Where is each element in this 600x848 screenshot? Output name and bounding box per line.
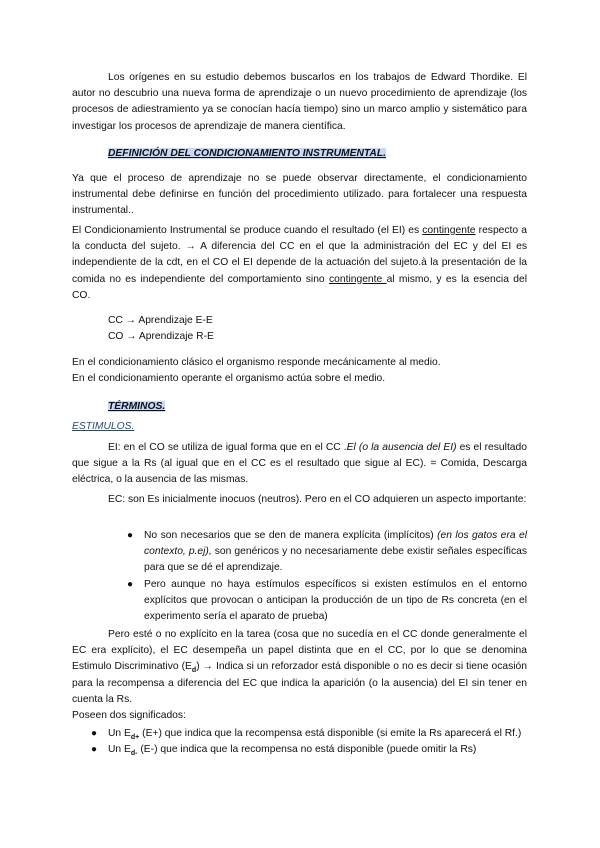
text-span: Un E: [108, 728, 131, 739]
bullet-icon: ●: [91, 728, 98, 739]
contingency-paragraph: [72, 223, 527, 304]
ei-paragraph: [72, 440, 527, 489]
text-span: El Condicionamiento Instrumental se produce cuando el resultado (el EI) es: [72, 225, 423, 236]
text-span: ) → Indica si un reforzador está disponible o no es decir si tiene ocasión para la recompensa a diferencia del EC que indica la aparición (o la ausencia) del EI sin tener en cuenta la Rs.: [72, 661, 527, 705]
cc-learning-line: CC → Aprendizaje E-E: [108, 315, 213, 326]
italic-span: El (o la ausencia del EI): [346, 442, 457, 453]
list-item: [127, 577, 527, 626]
list-item: [91, 742, 527, 758]
text-span: al mismo, y es la esencia del CO.: [72, 273, 527, 301]
text-span: (E+) que indica que la recompensa está disponible (si emite la Rs aparecerá el Rf.): [139, 728, 522, 739]
discriminative-stimulus-paragraph: [72, 627, 527, 708]
list-item: [91, 726, 527, 742]
text-span: EI: en el CO se utiliza de igual forma que en el CC .: [108, 442, 347, 453]
meanings-intro: Poseen dos significados:: [72, 710, 186, 721]
meanings-bullet-list: [91, 726, 527, 758]
subscript: d-: [130, 750, 138, 758]
text-span: es el resultado que sigue a la Rs (al igual que en el CC es el resultado que sigue al EC). = Comida, Descarga eléctrica, o la ausencia de las mismas.: [72, 442, 527, 486]
ec-bullet-list: [127, 528, 528, 625]
text-span: Un E: [108, 744, 131, 756]
ec-paragraph: EC: son Es inicialmente inocuos (neutros). Pero en el CO adquieren un aspecto importante:: [108, 494, 527, 505]
text-span: (E-) que indica que la recompensa no está disponible (puede omitir la Rs): [137, 744, 477, 756]
text-span: Pero esté o no explícito en la tarea (cosa que no sucedía en el CC donde generalmente el EC era explícito), el EC desempeña un papel distinta que en el CC, por lo que se denomina Estimulo Discriminativo (E: [72, 629, 527, 673]
underlined-term: contingente: [328, 273, 387, 285]
text-span: respecto a la conducta del sujeto. → A diferencia del CC en el que la administración del EC y del EI es independiente de la cdt, en el CO el EI depende de la actuación del sujeto.à la presentación de la comida no es independiente del comportamiento sino: [72, 225, 527, 285]
definition-paragraph: Ya que el proceso de aprendizaje no se puede observar directamente, el condicionamiento instrumental debe definirse en función del procedimiento utilizado. para fortalecer una respuesta instrumental..: [72, 173, 527, 217]
bullet-icon: ●: [127, 578, 134, 590]
bullet-icon: ●: [91, 744, 98, 756]
section-heading-definicion: [108, 146, 528, 162]
classical-conditioning-line: En el condicionamiento clásico el organismo responde mecánicamente al medio.: [72, 357, 441, 368]
italic-span: (en los gatos era el contexto, p.ej),: [144, 530, 528, 558]
subheading-estimulos: [72, 419, 527, 435]
underlined-term: contingente: [422, 225, 476, 236]
text-span: son genéricos y no necesariamente debe existir señales específicas para que se dé el aprendizaje.: [144, 546, 527, 574]
subscript: d: [191, 667, 197, 675]
operant-conditioning-line: En el condicionamiento operante el organismo actúa sobre el medio.: [72, 373, 386, 384]
list-item: [127, 528, 528, 577]
intro-paragraph: Los orígenes en su estudio debemos buscarlos en los trabajos de Edward Thordike. El autor no descubrio una nueva forma de aprendizaje o un nuevo procedimiento de aprendizaje (los procesos de adiestramiento ya se conocían hacía tiempo) sino un marco amplio y sistemático para investigar los procesos de aprendizaje de manera científica.: [72, 72, 527, 132]
text-span: No son necesarios que se den de manera explícita (implícitos): [144, 530, 438, 541]
section-heading-terminos: [108, 399, 563, 415]
text-span: Pero aunque no haya estímulos específicos si existen estímulos en el entorno explícitos que provocan o anticipan la producción de un tipo de Rs concreta (en el experimento sería el aparato de prueba): [144, 578, 527, 623]
heading-text: TÉRMINOS.: [108, 401, 166, 412]
co-learning-line: CO → Aprendizaje R-E: [108, 331, 214, 342]
bullet-icon: ●: [127, 530, 134, 541]
subscript: d+: [130, 734, 140, 742]
heading-text: DEFINICIÓN DEL CONDICIONAMIENTO INSTRUMENTAL.: [108, 148, 387, 159]
subheading-text: ESTIMULOS.: [72, 421, 135, 432]
